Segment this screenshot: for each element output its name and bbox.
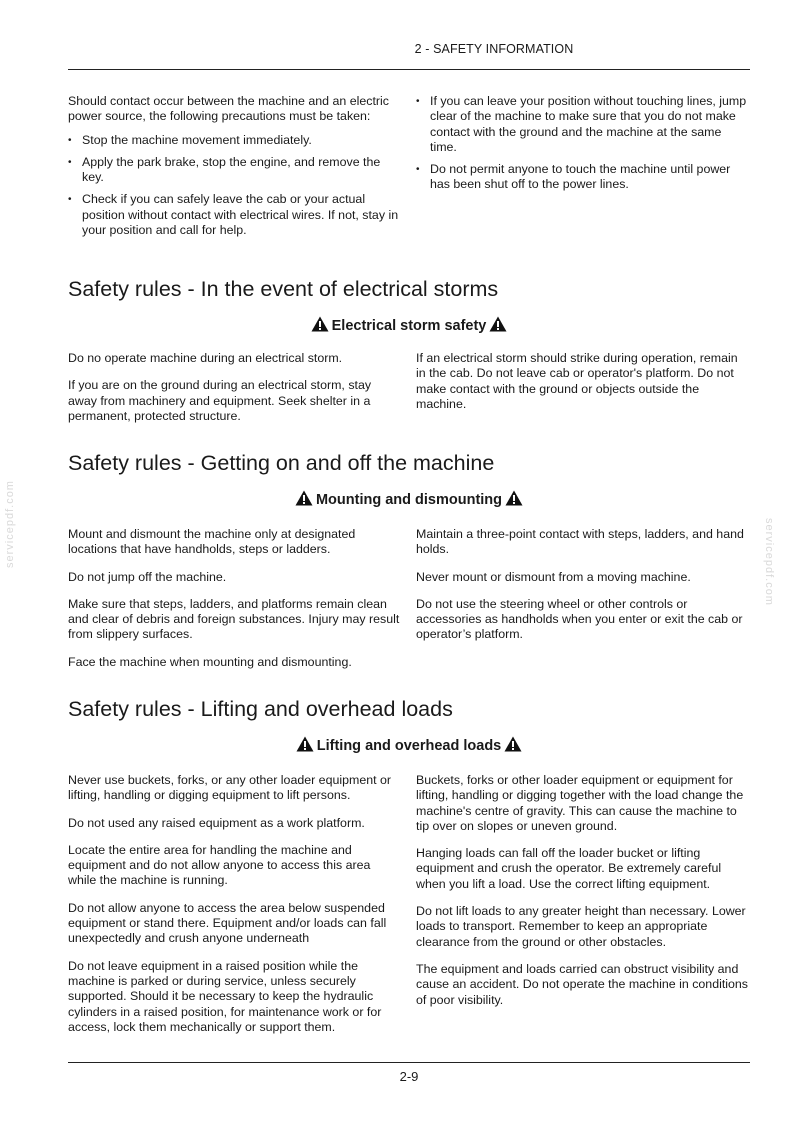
paragraph: Do not allow anyone to access the area below suspended equipment or stand there. Equipment and/or loads can fall unexpectedly and crush anyone underneath bbox=[68, 900, 387, 946]
section-subtitle bbox=[68, 736, 750, 755]
paragraph: Never mount or dismount from a moving machine. bbox=[416, 569, 691, 584]
warning-triangle-icon bbox=[296, 736, 314, 752]
footer-rule bbox=[68, 1062, 750, 1063]
paragraph: Do no operate machine during an electrical storm. bbox=[68, 351, 343, 365]
section-title: Safety rules - Lifting and overhead loads bbox=[68, 697, 453, 721]
intro-paragraph: Should contact occur between the machine and an electric power source, the following precautions must be taken: bbox=[68, 94, 389, 124]
section-subtitle bbox=[68, 316, 750, 335]
paragraph: Do not jump off the machine. bbox=[68, 569, 227, 584]
right-column bbox=[416, 527, 750, 682]
paragraph: Do not used any raised equipment as a work platform. bbox=[68, 815, 365, 830]
paragraph: The equipment and loads carried can obstruct visibility and cause an accident. Do not operate the machine in conditions of poor visibility. bbox=[416, 961, 749, 1007]
subtitle-text: Electrical storm safety bbox=[331, 318, 487, 334]
paragraph: Locate the entire area for handling the machine and equipment and do not allow anyone to access this area while the machine is running. bbox=[68, 842, 371, 888]
warning-triangle-icon bbox=[504, 736, 522, 752]
paragraph: Do not leave equipment in a raised position while the machine is parked or during service, unless securely supported. Should it be necessary to keep the hydraulic cylinders in a raised position, for maintenance work or for access, lock them mechanically or support them. bbox=[68, 958, 382, 1034]
paragraph: If an electrical storm should strike during operation, remain in the cab. Do not leave cab or operator's platform. Do not make contact with the ground or objects outside the machine. bbox=[416, 351, 738, 411]
paragraph: Hanging loads can fall off the loader bucket or lifting equipment and crush the operator. Be extremely careful when you lift a load. Use the correct lifting equipment. bbox=[416, 846, 722, 891]
watermark-left: servicepdf.com bbox=[4, 480, 16, 568]
paragraph: Never use buckets, forks, or any other loader equipment or lifting, handling or digging equipment to lift persons. bbox=[68, 773, 392, 803]
list-item: • Apply the park brake, stop the engine, and remove the key. bbox=[68, 155, 402, 186]
paragraph: Make sure that steps, ladders, and platforms remain clean and clear of debris and foreign substances. Injury may result from slippery surfaces. bbox=[68, 596, 400, 642]
right-column bbox=[416, 773, 750, 1047]
watermark-right: servicepdf.com bbox=[763, 518, 775, 606]
intro-left-column bbox=[68, 94, 402, 248]
intro-right-list bbox=[416, 94, 750, 193]
warning-triangle-icon bbox=[311, 316, 329, 332]
subtitle-text: Lifting and overhead loads bbox=[316, 738, 502, 754]
page-number: 2-9 bbox=[399, 1069, 419, 1084]
paragraph: Mount and dismount the machine only at designated locations that have handholds, steps or ladders. bbox=[68, 527, 356, 557]
section-title: Safety rules - In the event of electrical storms bbox=[68, 277, 499, 301]
list-item: • Check if you can safely leave the cab or your actual position without contact with electrical wires. If not, stay in your position and call for help. bbox=[68, 192, 402, 238]
list-item: • Stop the machine movement immediately. bbox=[68, 133, 402, 148]
section-lifting-loads bbox=[68, 696, 750, 1047]
paragraph: Face the machine when mounting and dismounting. bbox=[68, 654, 352, 669]
header-title: 2 - SAFETY INFORMATION bbox=[414, 42, 574, 56]
section-subtitle bbox=[68, 490, 750, 509]
left-column bbox=[68, 527, 402, 682]
paragraph: Maintain a three-point contact with steps, ladders, and hand holds. bbox=[416, 527, 744, 557]
page-header bbox=[68, 42, 750, 56]
section-electrical-storms bbox=[68, 276, 750, 436]
paragraph: Do not lift loads to any greater height than necessary. Lower loads to transport. Remember to keep an appropriate clearance from the ground or other obstacles. bbox=[416, 904, 746, 949]
right-column bbox=[416, 351, 750, 436]
warning-triangle-icon bbox=[489, 316, 507, 332]
paragraph: If you are on the ground during an electrical storm, stay away from machinery and equipment. Seek shelter in a permanent, protected structure. bbox=[68, 378, 372, 423]
list-item: • If you can leave your position without touching lines, jump clear of the machine to make sure that you do not make contact with the ground and the machine at the same time. bbox=[416, 94, 750, 155]
section-title: Safety rules - Getting on and off the machine bbox=[68, 451, 495, 475]
header-rule bbox=[68, 69, 750, 70]
intro-right-column bbox=[416, 94, 750, 248]
left-column bbox=[68, 351, 402, 436]
left-column bbox=[68, 773, 402, 1047]
warning-triangle-icon bbox=[295, 490, 313, 506]
paragraph: Buckets, forks or other loader equipment or equipment for lifting, handling or digging together with the load change the machine's centre of gravity. This can cause the machine to tip over on slopes or uneven ground. bbox=[416, 773, 744, 833]
list-item: • Do not permit anyone to touch the machine until power has been shut off to the power lines. bbox=[416, 162, 750, 193]
warning-triangle-icon bbox=[505, 490, 523, 506]
subtitle-text: Mounting and dismounting bbox=[315, 492, 503, 508]
paragraph: Do not use the steering wheel or other controls or accessories as handholds when you enter or exit the cab or operator’s platform. bbox=[416, 596, 743, 642]
section-getting-on-off bbox=[68, 450, 750, 682]
intro-section bbox=[68, 94, 750, 248]
intro-left-list bbox=[68, 133, 402, 239]
